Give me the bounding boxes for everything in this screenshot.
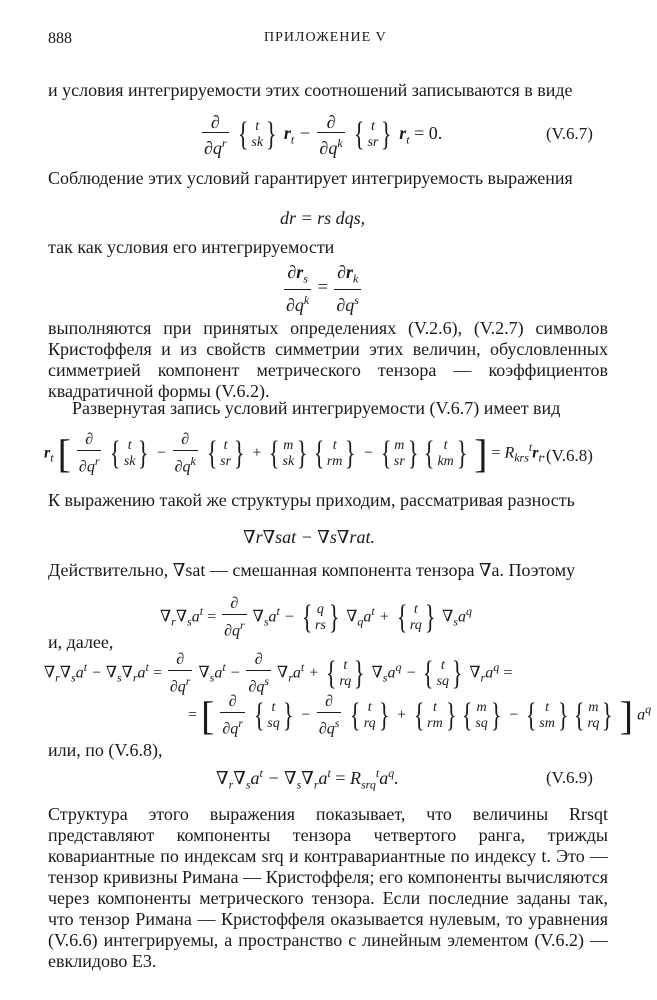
equation-commutator-line-1: $\nabla_r\nabla_sa^t - \nabla_s\nabla_ra^t$ = $\frac{\partial}{\partial q^r}$ $\nabla_sa^t$ − $\frac{\partial}{\partial q^s}$ $\nabla_ra^t$ + { t rq } $\nabla_sa^q$ − { t sq } $\nabla_ra^q$ =: [44, 651, 513, 696]
equation-label-v-6-7: (V.6.7): [546, 124, 593, 143]
paragraph-3: так как условия его интегрируемости: [48, 237, 335, 257]
equation-v-6-8: $r_t$ [ $\frac{\partial}{\partial q^r}$ { t sk } − $\frac{\partial}{\partial q^k}$ { t sr } + { m sk } { t rm } − { m sr } { t km } ] = $R_{krs}^tr_t$.: [44, 430, 546, 476]
equation-dr: dr = rs dqs,: [280, 208, 366, 228]
equation-difference: ∇r∇sat − ∇s∇rat.: [243, 527, 375, 547]
equation-v-6-7: $\frac{\partial}{\partial q^r}$ { t sk } $r_t$ − $\frac{\partial}{\partial q^k}$ { t sr } $r_t = 0$.: [204, 112, 443, 158]
running-header: ПРИЛОЖЕНИЕ V: [264, 30, 387, 45]
paragraph-4: выполняются при принятых определениях (V.2.6), (V.2.7) символов Кристоффеля и из свойств симметрии этих величин, обусловленных симметрией компонент метрического тензора — коэффициентов квадратичной формы (V.6.2).: [48, 318, 608, 401]
equation-v-6-9: $\nabla_r\nabla_sa^t - \nabla_s\nabla_ra^t = R_{srq}^ta^q$.: [216, 766, 399, 792]
equation-label-v-6-9: (V.6.9): [546, 768, 593, 787]
paragraph-5: Развернутая запись условий интегрируемости (V.6.7) имеет вид: [72, 398, 561, 418]
equation-integrability: $\frac{\partial r_s}{\partial q^k}$ = $\frac{\partial r_k}{\partial q^s}$: [286, 262, 359, 315]
paragraph-1: и условия интегрируемости этих соотношений записываются в виде: [48, 80, 573, 100]
page-number: 888: [48, 30, 72, 47]
equation-label-v-6-8: (V.6.8): [546, 446, 593, 465]
equation-commutator-line-2: = [ $\frac{\partial}{\partial q^r}$ { t sq } − $\frac{\partial}{\partial q^s}$ { t rq } + { t rm } { m sq } − { t sm } { m rq } ] $a^q$: [188, 692, 652, 738]
paragraph-6: К выражению такой же структуры приходим, рассматривая разность: [48, 490, 575, 510]
paragraph-10: Структура этого выражения показывает, что величины Rrsqt представляют компоненты тензора четвертого ранга, трижды ковариантные по индексам srq и контравариантные по индексу t. Это — тензор кривизны Римана — Кристоффеля; его компоненты вычисляются через компоненты метрического тензора. Если последние заданы так, что тензор Римана — Кристоффеля оказывается нулевым, то уравнения (V.6.6) интегрируемы, а пространство с линейным элементом (V.6.2) — евклидово E3.: [48, 804, 608, 971]
paragraph-2: Соблюдение этих условий гарантирует интегрируемость выражения: [48, 168, 573, 188]
paragraph-7: Действительно, ∇sat — смешанная компонента тензора ∇a. Поэтому: [48, 560, 576, 580]
paragraph-8: и, далее,: [48, 632, 114, 652]
paragraph-9: или, по (V.6.8),: [48, 740, 163, 760]
equation-nabla-expansion: $\nabla_r\nabla_sa^t$ = $\frac{\partial}{\partial q^r}$ $\nabla_sa^t$ − { q rs } $\nabla_qa^t$ + { t rq } $\nabla_sa^q$: [160, 595, 472, 640]
